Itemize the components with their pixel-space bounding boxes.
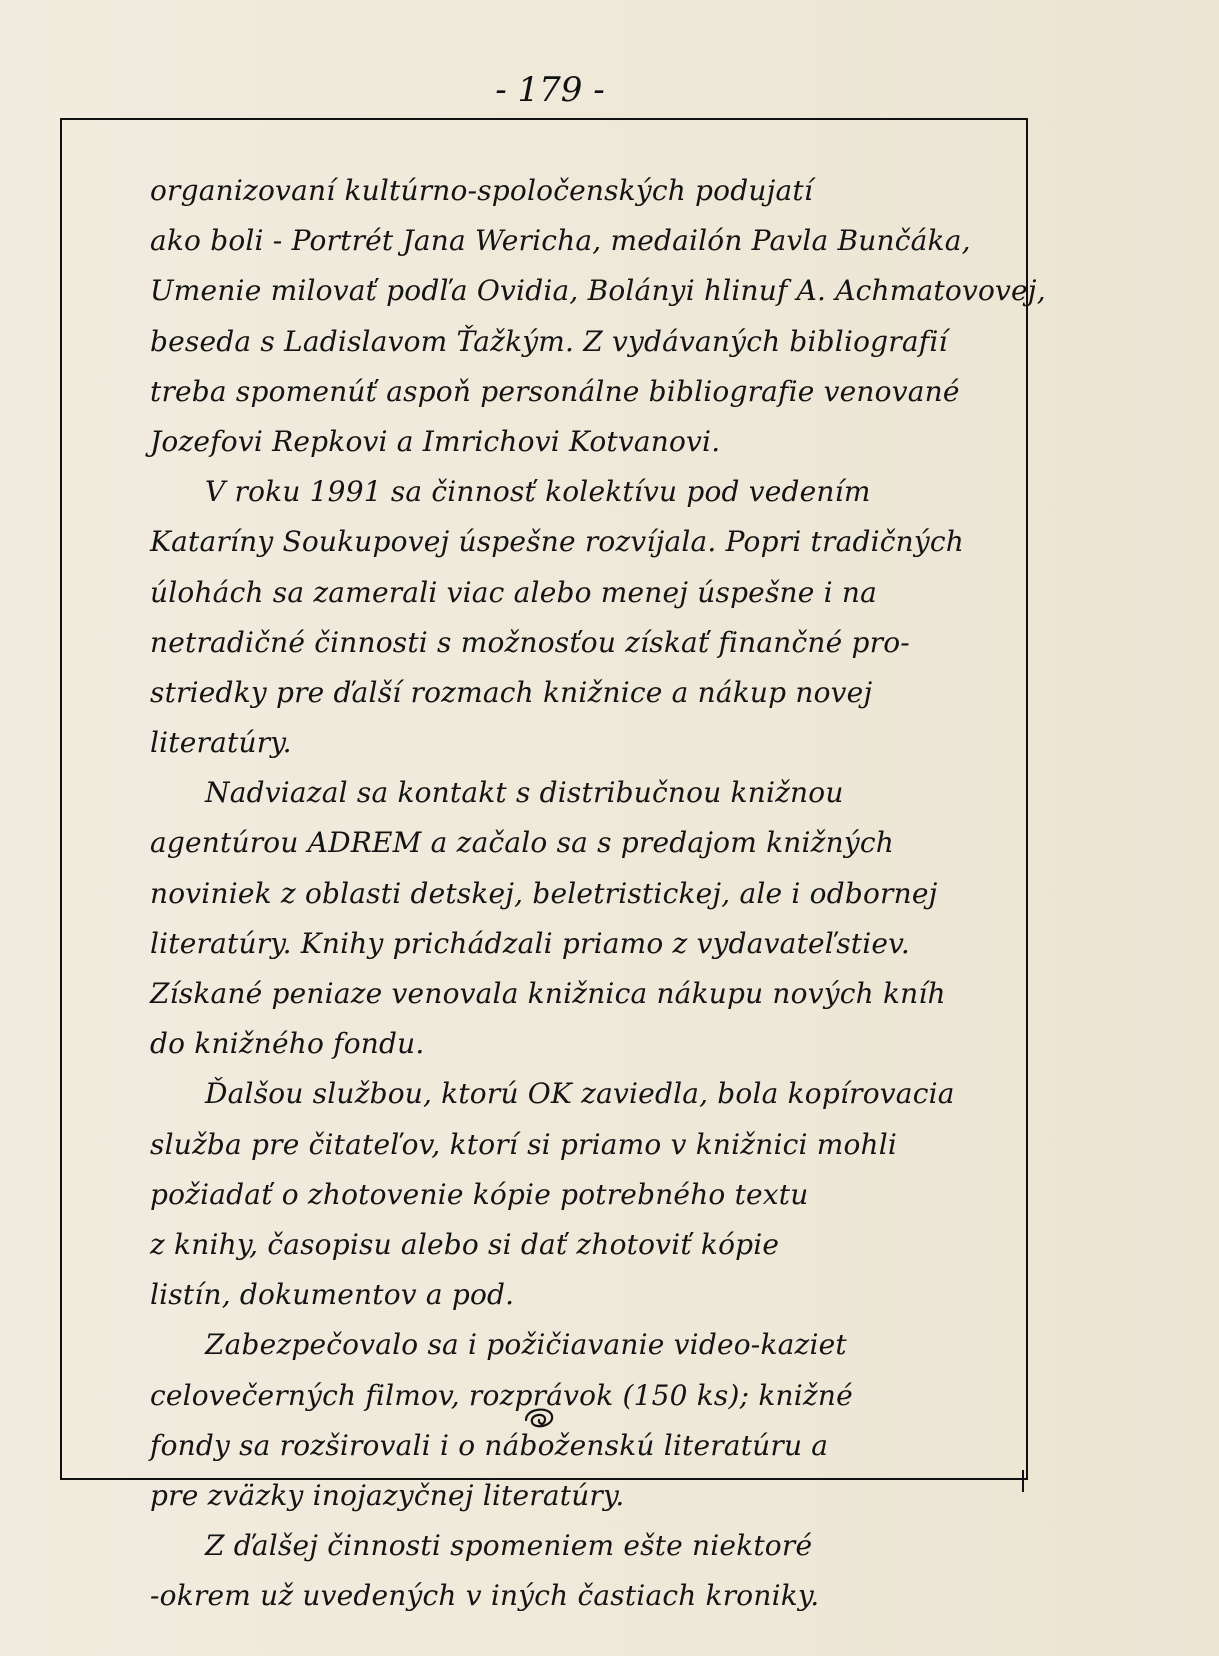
text-line: celovečerných filmov, rozprávok (150 ks); knižné bbox=[150, 1378, 853, 1412]
text-line: Nadviazal sa kontakt s distribučnou knižnou bbox=[205, 776, 844, 810]
text-line: literatúry. bbox=[150, 726, 292, 760]
text-line: Získané peniaze venovala knižnica nákupu nových kníh bbox=[150, 977, 946, 1010]
scribble-signature-icon bbox=[520, 1398, 560, 1438]
text-line: -okrem už uvedených v iných častiach kroniky. bbox=[150, 1579, 820, 1613]
text-line: listín, dokumentov a pod. bbox=[150, 1278, 515, 1312]
text-line: úlohách sa zamerali viac alebo menej úspešne i na bbox=[150, 575, 878, 609]
text-line: do knižného fondu. bbox=[150, 1027, 425, 1061]
text-line: Z ďalšej činnosti spomeniem ešte niektoré bbox=[205, 1529, 813, 1563]
frame-tick bbox=[1022, 1470, 1024, 1492]
text-line: služba pre čitateľov, ktorí si priamo v knižnici mohli bbox=[150, 1127, 898, 1161]
text-line: treba spomenúť aspoň personálne bibliografie venované bbox=[150, 374, 960, 408]
text-line: netradičné činnosti s možnosťou získať finančné pro- bbox=[150, 625, 910, 659]
text-line: pre zväzky inojazyčnej literatúry. bbox=[150, 1478, 625, 1512]
text-line: literatúry. Knihy prichádzali priamo z vydavateľstiev. bbox=[150, 926, 910, 960]
text-line: z knihy, časopisu alebo si dať zhotoviť kópie bbox=[150, 1227, 780, 1261]
text-line: striedky pre ďalší rozmach knižnice a nákup novej bbox=[150, 675, 873, 709]
text-line: fondy sa rozširovali i o náboženskú literatúru a bbox=[150, 1428, 829, 1462]
page-number: - 179 - bbox=[495, 70, 605, 110]
text-line: noviniek z oblasti detskej, beletristickej, ale i odbornej bbox=[150, 876, 938, 910]
text-line: ako boli - Portrét Jana Wericha, medailón Pavla Bunčáka, bbox=[150, 224, 971, 258]
text-line: požiadať o zhotovenie kópie potrebného textu bbox=[150, 1177, 809, 1211]
text-line: Jozefovi Repkovi a Imrichovi Kotvanovi. bbox=[150, 424, 721, 458]
text-line: agentúrou ADREM a začalo sa s predajom knižných bbox=[150, 826, 894, 860]
text-line: Ďalšou službou, ktorú OK zaviedla, bola kopírovacia bbox=[205, 1077, 955, 1111]
text-line: Umenie milovať podľa Ovidia, Bolányi hlinuf A. Achmatovovej, bbox=[150, 274, 1046, 308]
handwritten-text-block bbox=[150, 166, 1046, 1621]
text-line: Zabezpečovalo sa i požičiavanie video-kaziet bbox=[205, 1328, 847, 1362]
text-line: V roku 1991 sa činnosť kolektívu pod vedením bbox=[205, 475, 871, 509]
text-line: beseda s Ladislavom Ťažkým. Z vydávaných bibliografií bbox=[150, 324, 948, 358]
text-line: Kataríny Soukupovej úspešne rozvíjala. Popri tradičných bbox=[150, 525, 965, 559]
text-line: organizovaní kultúrno-spoločenských podujatí bbox=[150, 174, 813, 207]
